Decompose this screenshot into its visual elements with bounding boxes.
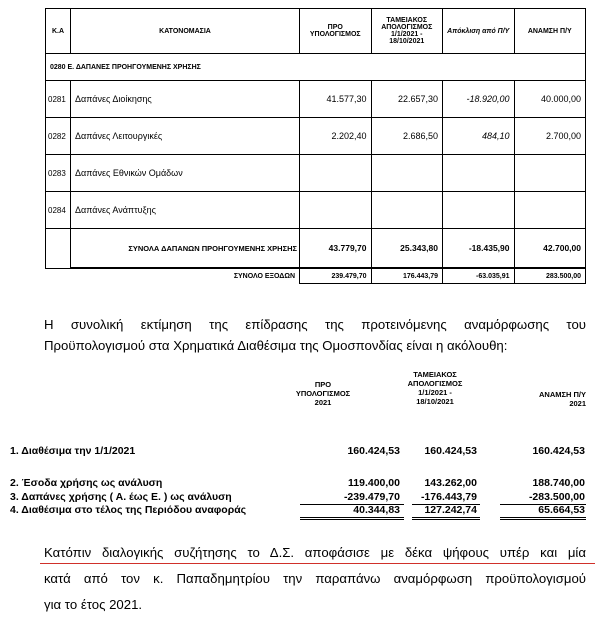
summary-row-cash: -176.443,79 [420, 491, 477, 503]
table-row [46, 192, 586, 229]
paragraph-line: κατά από τον κ. Παπαδημητρίου την παραπάνω αναμόρφωση προϋπολογισμού [44, 571, 586, 586]
header-code: Κ.Α [46, 9, 71, 54]
summary-row-budget: 119.400,00 [348, 477, 400, 489]
row-budget [300, 155, 372, 192]
header-revision: ΑΝΑΜΣΗ Π/Υ [514, 9, 586, 54]
double-underline [500, 517, 586, 520]
row-code: 0281 [46, 81, 71, 118]
header-cash: ΤΑΜΕΙΑΚΟΣ ΑΠΟΛΟΓΙΣΜΟΣ 1/1/2021 - 18/10/2021 [371, 9, 443, 54]
table-row [46, 155, 586, 192]
grand-diff: -63.035,91 [443, 268, 515, 284]
summary-row-revision: 160.424,53 [532, 445, 585, 457]
sum-revision: 42.700,00 [514, 229, 586, 269]
double-underline [300, 517, 404, 520]
summary-header-budget: ΠΡΟ ΥΠΟΛΟΓΙΣΜΟΣ 2021 [295, 380, 351, 407]
header-name: ΚΑΤΟΝΟΜΑΣΙΑ [71, 9, 300, 54]
table-header-row [46, 9, 586, 54]
paragraph-decision [44, 540, 586, 618]
table-row [46, 81, 586, 118]
summary-row-label: 3. Δαπάνες χρήσης ( Α. έως Ε. ) ως ανάλυση [10, 491, 232, 503]
row-diff [443, 155, 515, 192]
row-name: Δαπάνες Ανάπτυξης [71, 192, 300, 229]
summary-row-cash: 160.424,53 [424, 445, 477, 457]
summary-row-label: 2. Έσοδα χρήσης ως ανάλυση [10, 477, 163, 489]
grand-budget: 239.479,70 [300, 268, 372, 284]
expenses-table [45, 8, 586, 284]
summary-row-cash: 143.262,00 [424, 477, 477, 489]
paragraph-line: Η συνολική εκτίμηση της επίδρασης της προτεινόμενης αναμόρφωσης του [44, 317, 586, 332]
row-code: 0283 [46, 155, 71, 192]
row-diff [443, 192, 515, 229]
row-code: 0284 [46, 192, 71, 229]
red-underline [40, 563, 595, 564]
summary-row-cash: 127.242,74 [424, 504, 477, 516]
row-code: 0282 [46, 118, 71, 155]
grand-revision: 283.500,00 [514, 268, 586, 284]
summary-header-cash: ΤΑΜΕΙΑΚΟΣ ΑΠΟΛΟΓΙΣΜΟΣ 1/1/2021 - 18/10/2021 [407, 370, 463, 406]
summary-row-revision: 65.664,53 [538, 504, 585, 516]
summary-row-budget: -239.479,70 [343, 491, 400, 503]
row-cash: 2.686,50 [371, 118, 443, 155]
grand-label: ΣΥΝΟΛΟ ΕΞΟΔΩΝ [71, 268, 300, 284]
row-cash [371, 192, 443, 229]
row-revision: 2.700,00 [514, 118, 586, 155]
row-name: Δαπάνες Λειτουργικές [71, 118, 300, 155]
row-revision: 40.000,00 [514, 81, 586, 118]
paragraph-intro [44, 314, 586, 356]
paragraph-line: για το έτος 2021. [44, 597, 143, 612]
row-cash [371, 155, 443, 192]
paragraph-line: Κατόπιν διαλογικής συζήτησης το Δ.Σ. αποφάσισε με δέκα ψήφους υπέρ και μία [44, 545, 586, 560]
summary-row-budget: 40.344,83 [353, 504, 400, 516]
row-diff: -18.920,00 [443, 81, 515, 118]
section-row [46, 54, 586, 81]
paragraph-line: Προϋπολογισμού στα Χρηματικά Διαθέσιμα της Ομοσπονδίας είναι η ακόλουθη: [44, 338, 508, 353]
summary-row-budget: 160.424,53 [347, 445, 400, 457]
sum-budget: 43.779,70 [300, 229, 372, 269]
summary-row-revision: -283.500,00 [528, 491, 585, 503]
header-diff: Απόκλιση από Π/Υ [443, 9, 515, 54]
header-budget: ΠΡΟ ΥΠΟΛΟΓΙΣΜΟΣ [300, 9, 372, 54]
summary-header-revision: ΑΝΑΜΣΗ Π/Υ 2021 [539, 390, 586, 408]
summary-row-label: 1. Διαθέσιμα την 1/1/2021 [10, 445, 136, 457]
sum-row [46, 229, 586, 269]
double-underline [412, 517, 480, 520]
row-name: Δαπάνες Εθνικών Ομάδων [71, 155, 300, 192]
row-name: Δαπάνες Διοίκησης [71, 81, 300, 118]
row-diff: 484,10 [443, 118, 515, 155]
grand-cash: 176.443,79 [371, 268, 443, 284]
row-budget [300, 192, 372, 229]
row-revision [514, 192, 586, 229]
summary-row-revision: 188.740,00 [532, 477, 585, 489]
table-row [46, 118, 586, 155]
row-cash: 22.657,30 [371, 81, 443, 118]
sum-diff: -18.435,90 [443, 229, 515, 269]
sum-cash: 25.343,80 [371, 229, 443, 269]
section-title: 0280 Ε. ΔΑΠΑΝΕΣ ΠΡΟΗΓΟΥΜΕΝΗΣ ΧΡΗΣΗΣ [46, 54, 586, 81]
row-budget: 41.577,30 [300, 81, 372, 118]
row-budget: 2.202,40 [300, 118, 372, 155]
summary-row-label: 4. Διαθέσιμα στο τέλος της Περιόδου αναφοράς [10, 504, 247, 516]
row-revision [514, 155, 586, 192]
grand-total-row [46, 268, 586, 284]
sum-label: ΣΥΝΟΛΑ ΔΑΠΑΝΩΝ ΠΡΟΗΓΟΥΜΕΝΗΣ ΧΡΗΣΗΣ [71, 229, 300, 269]
